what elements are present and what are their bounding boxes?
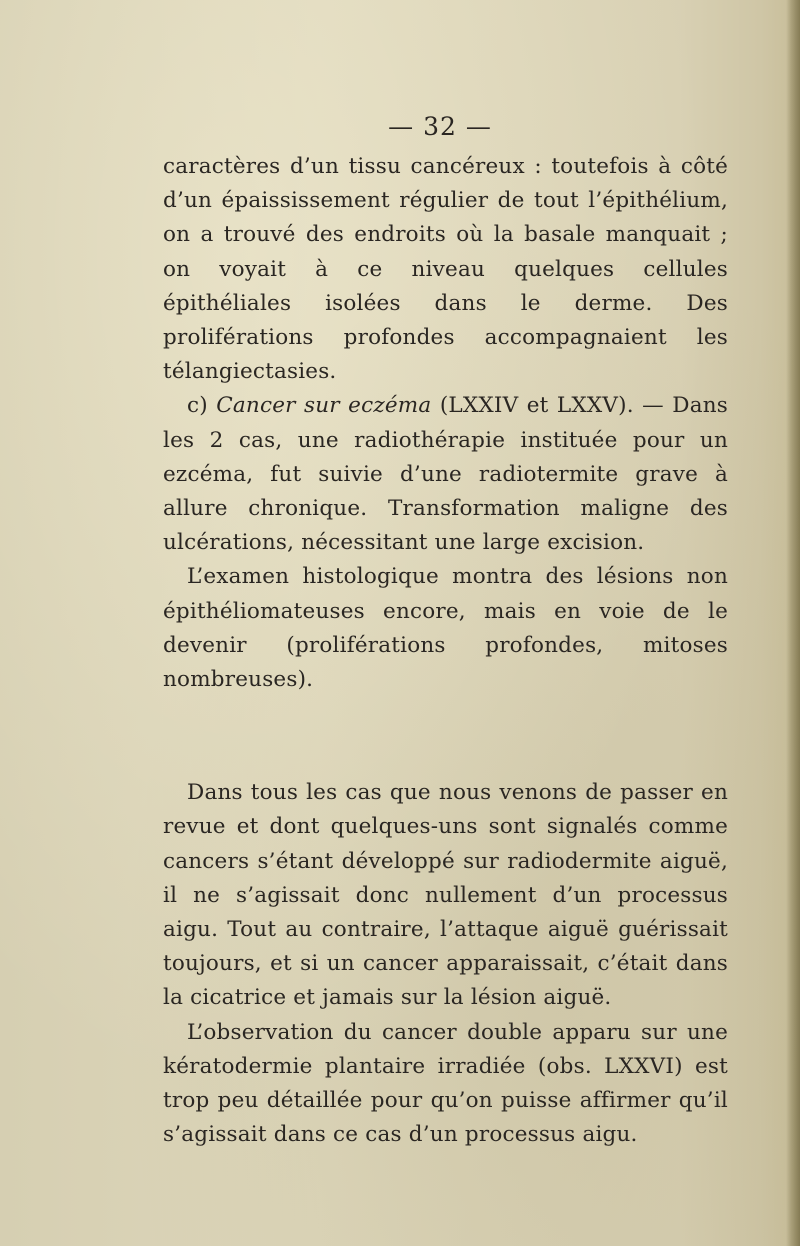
paragraph: L’examen histologique montra des lésions non épithéliomateuses encore, mais en voie de le devenir (proliférations profondes, mitoses nombreuses). [163,564,728,693]
paragraph: L’observation du cancer double apparu sur une kératodermie plantaire irradiée (obs. LXXVI) est trop peu détaillée pour qu’on puisse affirmer qu’il s’agissait dans ce cas d’un processus aigu. [163,1019,728,1148]
paragraph-cancer-sur-eczema [163,389,728,560]
paragraph: Dans tous les cas que nous venons de passer en revue et dont quelques-uns sont signalés comme cancers s’étant développé sur radiodermite aiguë, il ne s’agissait donc nullement d’un processus aigu. Tout au contraire, l’attaque aiguë guérissait toujours, et si un cancer apparaissait, c’était dans la cicatrice et jamais sur la lésion aiguë. [163,780,728,1011]
paragraph: caractères d’un tissu cancéreux : toutefois à côté d’un épaississement régulier de tout l’épithélium, on a trouvé des endroits où la basale manquait ; on voyait à ce niveau quelques cellules épithéliales isolées dans le derme. Des proliférations profondes accompagnaient les télangiectasies. [163,154,728,385]
body-text [163,150,728,1152]
binding-edge [786,0,800,1246]
paragraph-text: (LXXIV et LXXV). — Dans les 2 cas, une radiothérapie instituée pour un ezcéma, fut suivie d’une radiotermite grave à allure chronique. Transformation maligne des ulcérations, nécessitant une large excision. [163,393,728,556]
section-title: Cancer sur eczéma [216,393,432,419]
page-number: — 32 — [388,112,492,141]
paragraph-prefix: c) [187,393,217,419]
section-gap [163,697,728,776]
